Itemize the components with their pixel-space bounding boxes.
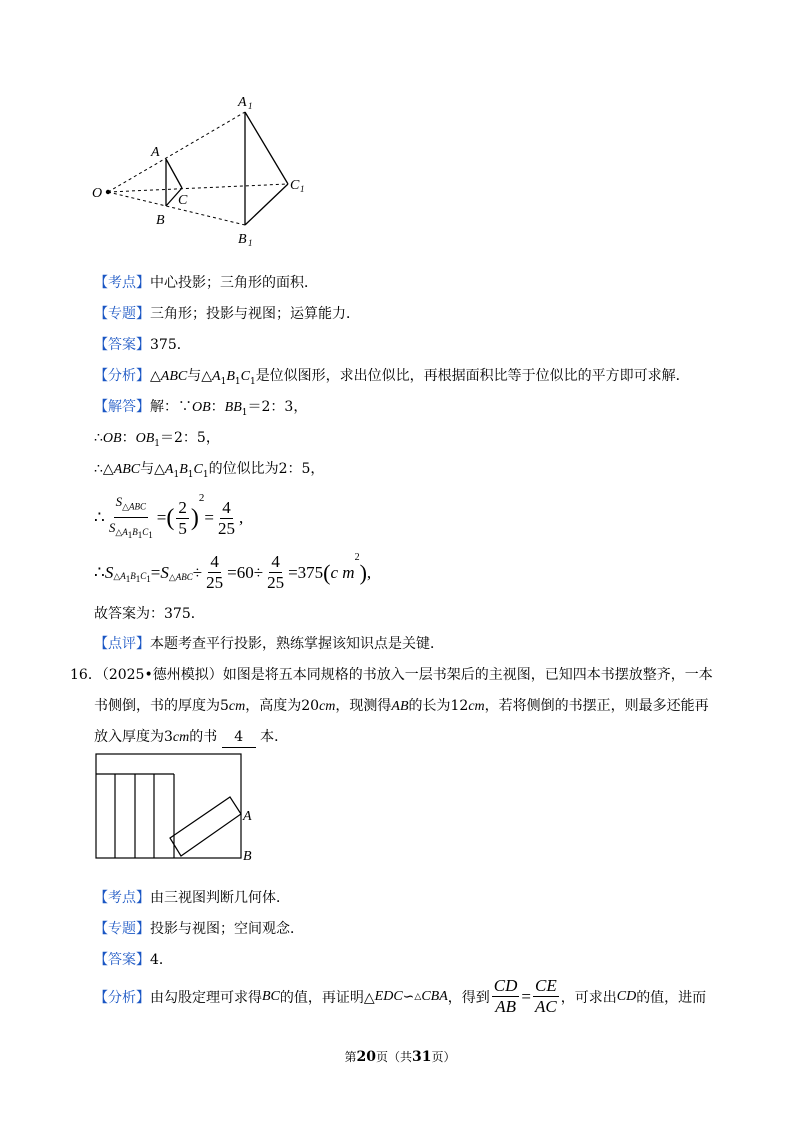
label-C1: C xyxy=(290,178,300,193)
q16-line3: 放入厚度为3cm的书 4 本． xyxy=(94,727,288,748)
equation-area-ratio: ∴ $\frac{S_{\triangle ABC}}{S_{\triangle A_1B_1C_1}}$ = ( $\frac{2}{5}$ ) 2 = $\frac{4}{25}$ , xyxy=(94,492,244,540)
svg-text:1: 1 xyxy=(248,101,253,111)
label-A-book: A xyxy=(243,809,252,824)
q16-fenxi-line: 【分析】 由勾股定理可求得 BC 的值，再证明△ EDC ∽ △ CBA ，得到 $\frac{CD}{AB}$ = $\frac{CE}{AC}$ ，可求出 CD 的值，进而 xyxy=(94,976,707,1016)
label-O: O xyxy=(92,186,103,201)
bookshelf-figure xyxy=(94,752,264,864)
dianping-line: 【点评】本题考查平行投影，熟练掌握该知识点是关键． xyxy=(94,636,444,652)
label-B: B xyxy=(156,213,165,228)
label-C: C xyxy=(178,193,188,208)
q16-line1: 16．（2025•德州模拟）如图是将五本同规格的书放入一层书架后的主视图，已知四本书摆放整齐，一本 xyxy=(70,667,713,683)
guda-line: 故答案为：375． xyxy=(94,606,205,622)
q16-kaodian-line: 【考点】由三视图判断几何体． xyxy=(94,890,290,906)
answer-blank: 4 xyxy=(222,727,256,748)
kaodian-line: 【考点】中心投影；三角形的面积． xyxy=(94,275,318,291)
label-A: A xyxy=(151,145,160,160)
zhuanti-tag: 【专题】 xyxy=(94,306,150,322)
question-number: 16． xyxy=(70,667,102,683)
svg-text:1: 1 xyxy=(248,238,253,248)
fenxi-line: 【分析】△ABC与$\triangle A_1B_1C_1$是位似图形，求出位似比，再根据面积比等于位似比的平方即可求解． xyxy=(94,368,690,387)
label-B1: B xyxy=(238,232,247,247)
daan-line: 【答案】375． xyxy=(94,337,191,353)
equation-area-result: ∴ S $_{\triangle A_1B_1C_1}$ = S $_{\triangle ABC}$ ÷ $\frac{4}{25}$ = 60 ÷ $\frac{4}{25}$ =375 ( c m $^2$ ) , xyxy=(94,552,372,592)
label-B-book: B xyxy=(243,849,252,864)
total-pages: 31 xyxy=(412,1049,432,1065)
step2-line: ∴OB：$OB_1=2$：5， xyxy=(94,430,220,449)
step3-line: ∴△ABC与$\triangle A_1B_1C_1$的位似比为2：5， xyxy=(94,461,325,480)
daan-tag: 【答案】 xyxy=(94,337,150,353)
svg-text:1: 1 xyxy=(300,184,305,194)
label-A1: A xyxy=(238,95,247,110)
zhuanti-line: 【专题】三角形；投影与视图；运算能力． xyxy=(94,306,360,322)
q16-daan-line: 【答案】4． xyxy=(94,952,173,968)
jieda-line: 【解答】解：∵OB：$BB_1=2$：3， xyxy=(94,399,308,418)
kaodian-tag: 【考点】 xyxy=(94,275,150,291)
page-footer: 第20页（共31页） xyxy=(344,1049,456,1065)
q16-zhuanti-line: 【专题】投影与视图；空间观念． xyxy=(94,921,304,937)
q16-line2: 书侧倒，书的厚度为5cm，高度为20cm，现测得AB的长为12cm，若将侧倒的书摆正，则最多还能再 xyxy=(94,698,709,714)
projection-figure xyxy=(88,88,318,250)
page-number: 20 xyxy=(356,1049,376,1065)
